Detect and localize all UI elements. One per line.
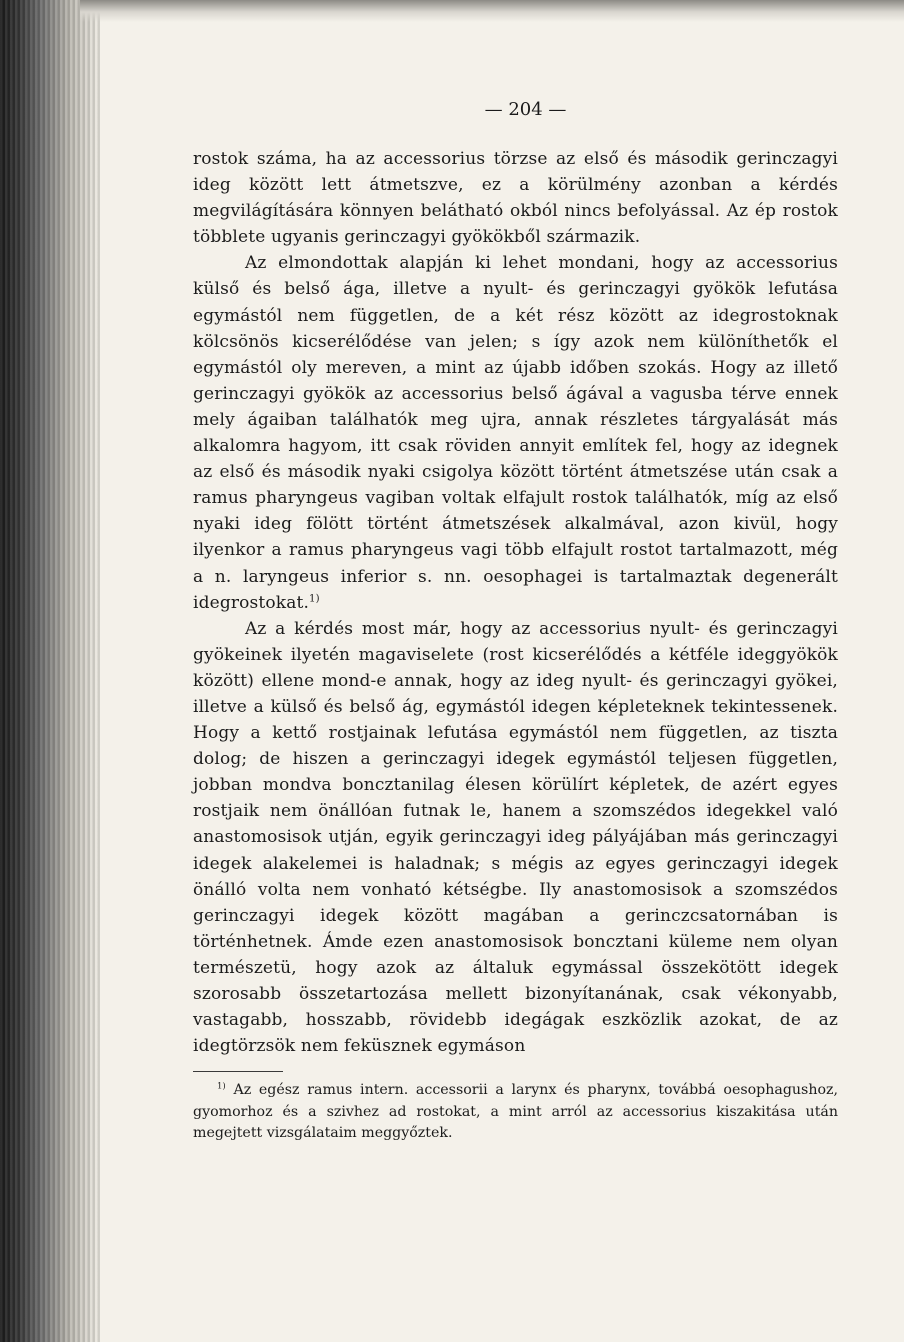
text-block [193,96,838,1145]
top-shadow [80,0,904,22]
page-number: — 204 — [484,99,567,120]
footnote-marker: 1) [217,1081,226,1092]
footnote-paragraph [193,1080,838,1145]
footnote-text: Az egész ramus intern. accessorii a larynx és pharynx, továbbá oesophagushoz, gyomorhoz és a szivhez ad rostokat, a mint arról az accessorius kiszakitása után megejtett vizsgálataim meggyőztek. [193,1082,838,1142]
paragraph-2-text: Az elmondottak alapján ki lehet mondani, hogy az accessorius külső és belső ága, illetve a nyult- és gerinczagyi gyökök lefutása egymástól nem független, de a két rész között az idegrostoknak kölcsönös kicserélődése van jelen; s így azok nem különíthetők el egymástól oly mereven, a mint az újabb időben szokás. Hogy az illető gerinczagyi gyökök az accessorius belső ágával a vagusba térve ennek mely ágaiban találhatók meg ujra, annak részletes tárgyalását más alkalomra hagyom, itt csak röviden annyit említek fel, hogy az idegnek az első és második nyaki csigolya között történt átmetszése után csak a ramus pharyngeus vagiban voltak elfajult rostok találhatók, míg az első nyaki ideg fölött történt átmetszések alkalmával, azon kivül, hogy ilyenkor a ramus pharyngeus vagi több elfajult rostot tartalmazott, még a n. laryngeus inferior s. nn. oesophagei is tartalmaztak degenerált idegrostokat. [193,253,838,613]
paragraph-1 [193,146,838,250]
paragraph-1-text: rostok száma, ha az accessorius törzse az első és második gerinczagyi ideg között lett átmetszve, ez a körülmény azonban a kérdés megvilágítására könnyen belátható okból nincs befolyással. Az ép rostok többlete ugyanis gerinczagyi gyökökből származik. [193,149,838,248]
paragraph-3 [193,616,838,1060]
footnote-divider [193,1071,283,1072]
paragraph-2 [193,250,838,615]
book-page-edges [0,0,100,1342]
body-text [193,146,838,1059]
paragraph-3-text: Az a kérdés most már, hogy az accessorius nyult- és gerinczagyi gyökeinek ilyetén magaviselete (rost kicserélődés a kétféle ideggyökök között) ellene mond-e annak, hogy az ideg nyult- és gerinczagyi gyökei, illetve a külső és belső ág, egymástól idegen képleteknek tekintessenek. Hogy a kettő rostjainak lefutása egymástól nem független, az tiszta dolog; de hiszen a gerinczagyi idegek egymástól teljesen független, jobban mondva boncztanilag élesen körülírt képletek, de azért egyes rostjaik nem önállóan futnak le, hanem a szomszédos idegekkel való anastomosisok utján, egyik gerinczagyi ideg pályájában más gerinczagyi idegek alakelemei is haladnak; s mégis az egyes gerinczagyi idegek önálló volta nem vonható kétségbe. Ily anastomosisok a szomszédos gerinczagyi idegek között magában a gerinczcsatornában is történhetnek. Ámde ezen anastomosisok boncztani küleme nem olyan természetü, hogy azok az általuk egymással összekötött idegek szorosabb összetartozása mellett bizonyítanának, csak vékonyabb, vastagabb, hosszabb, rövidebb idegágak eszközlik azokat, de az idegtörzsök nem feküsznek egymáson [193,618,838,1057]
footnote-ref[interactable]: 1) [309,592,320,604]
footnote [193,1080,838,1145]
